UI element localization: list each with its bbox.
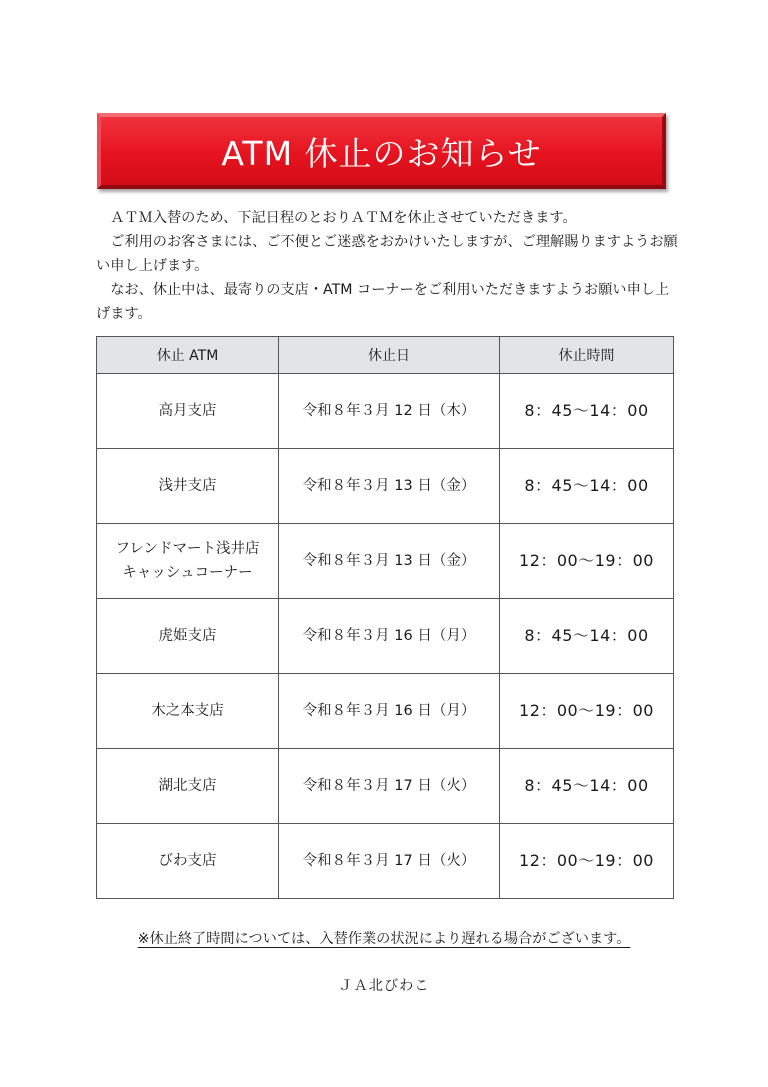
- cell-time: 8：45～14：00: [500, 374, 674, 449]
- cell-atm: [97, 449, 279, 524]
- table-row: [97, 374, 674, 449]
- table-header-row: [97, 337, 674, 374]
- cell-time: 12：00～19：00: [500, 524, 674, 599]
- branch-name: びわ支店: [158, 853, 217, 869]
- header-date: 休止日: [279, 337, 500, 374]
- cell-atm: [97, 599, 279, 674]
- header-time: 休止時間: [500, 337, 674, 374]
- branch-name: 湖北支店: [158, 778, 217, 794]
- cell-atm: [97, 524, 279, 599]
- cell-atm: [97, 749, 279, 824]
- cell-time: 8：45～14：00: [500, 599, 674, 674]
- table-row: [97, 749, 674, 824]
- table-row: [97, 824, 674, 899]
- cell-time: 8：45～14：00: [500, 449, 674, 524]
- table-row: [97, 524, 674, 599]
- branch-name: 浅井支店: [158, 478, 217, 494]
- cell-date: 令和８年３月 12 日（木）: [279, 374, 500, 449]
- header-atm: 休止 ATM: [97, 337, 279, 374]
- cell-time: 12：00～19：00: [500, 824, 674, 899]
- cell-date: 令和８年３月 16 日（月）: [279, 599, 500, 674]
- branch-name: フレンドマート浅井店: [115, 541, 260, 557]
- cell-date: 令和８年３月 17 日（火）: [279, 749, 500, 824]
- branch-name: 虎姫支店: [158, 628, 217, 644]
- branch-name: 木之本支店: [151, 703, 224, 719]
- cell-date: 令和８年３月 13 日（金）: [279, 449, 500, 524]
- cell-time: 12：00～19：00: [500, 674, 674, 749]
- cell-date: 令和８年３月 17 日（火）: [279, 824, 500, 899]
- table-row: [97, 674, 674, 749]
- intro-paragraph-1: ＡＴＭ入替のため、下記日程のとおりＡＴＭを休止させていただきます。: [110, 210, 577, 226]
- cell-time: 8：45～14：00: [500, 749, 674, 824]
- cell-atm: [97, 674, 279, 749]
- page-title: ATM 休止のお知らせ: [221, 133, 542, 173]
- title-banner: [97, 113, 666, 189]
- intro-paragraph-3: なお、休止中は、最寄りの支店・ATM コーナーをご利用いただきますようお願い申し上げます。: [96, 282, 670, 322]
- suspension-table: [96, 336, 674, 899]
- cell-date: 令和８年３月 13 日（金）: [279, 524, 500, 599]
- cell-date: 令和８年３月 16 日（月）: [279, 674, 500, 749]
- table-row: [97, 449, 674, 524]
- table-row: [97, 599, 674, 674]
- footnote: [0, 928, 768, 948]
- cell-atm: [97, 824, 279, 899]
- branch-name: 高月支店: [158, 403, 217, 419]
- cell-atm: [97, 374, 279, 449]
- organization-name: ＪＡ北びわこ: [338, 978, 430, 994]
- intro-paragraph-2: ご利用のお客さまには、ご不便とご迷惑をおかけいたしますが、ご理解賜りますようお願い申し上げます。: [96, 234, 678, 274]
- branch-name-line2: キャッシュコーナー: [122, 565, 253, 581]
- footnote-text: ※休止終了時間については、入替作業の状況により遅れる場合がございます。: [137, 931, 631, 947]
- intro-text: [96, 206, 680, 326]
